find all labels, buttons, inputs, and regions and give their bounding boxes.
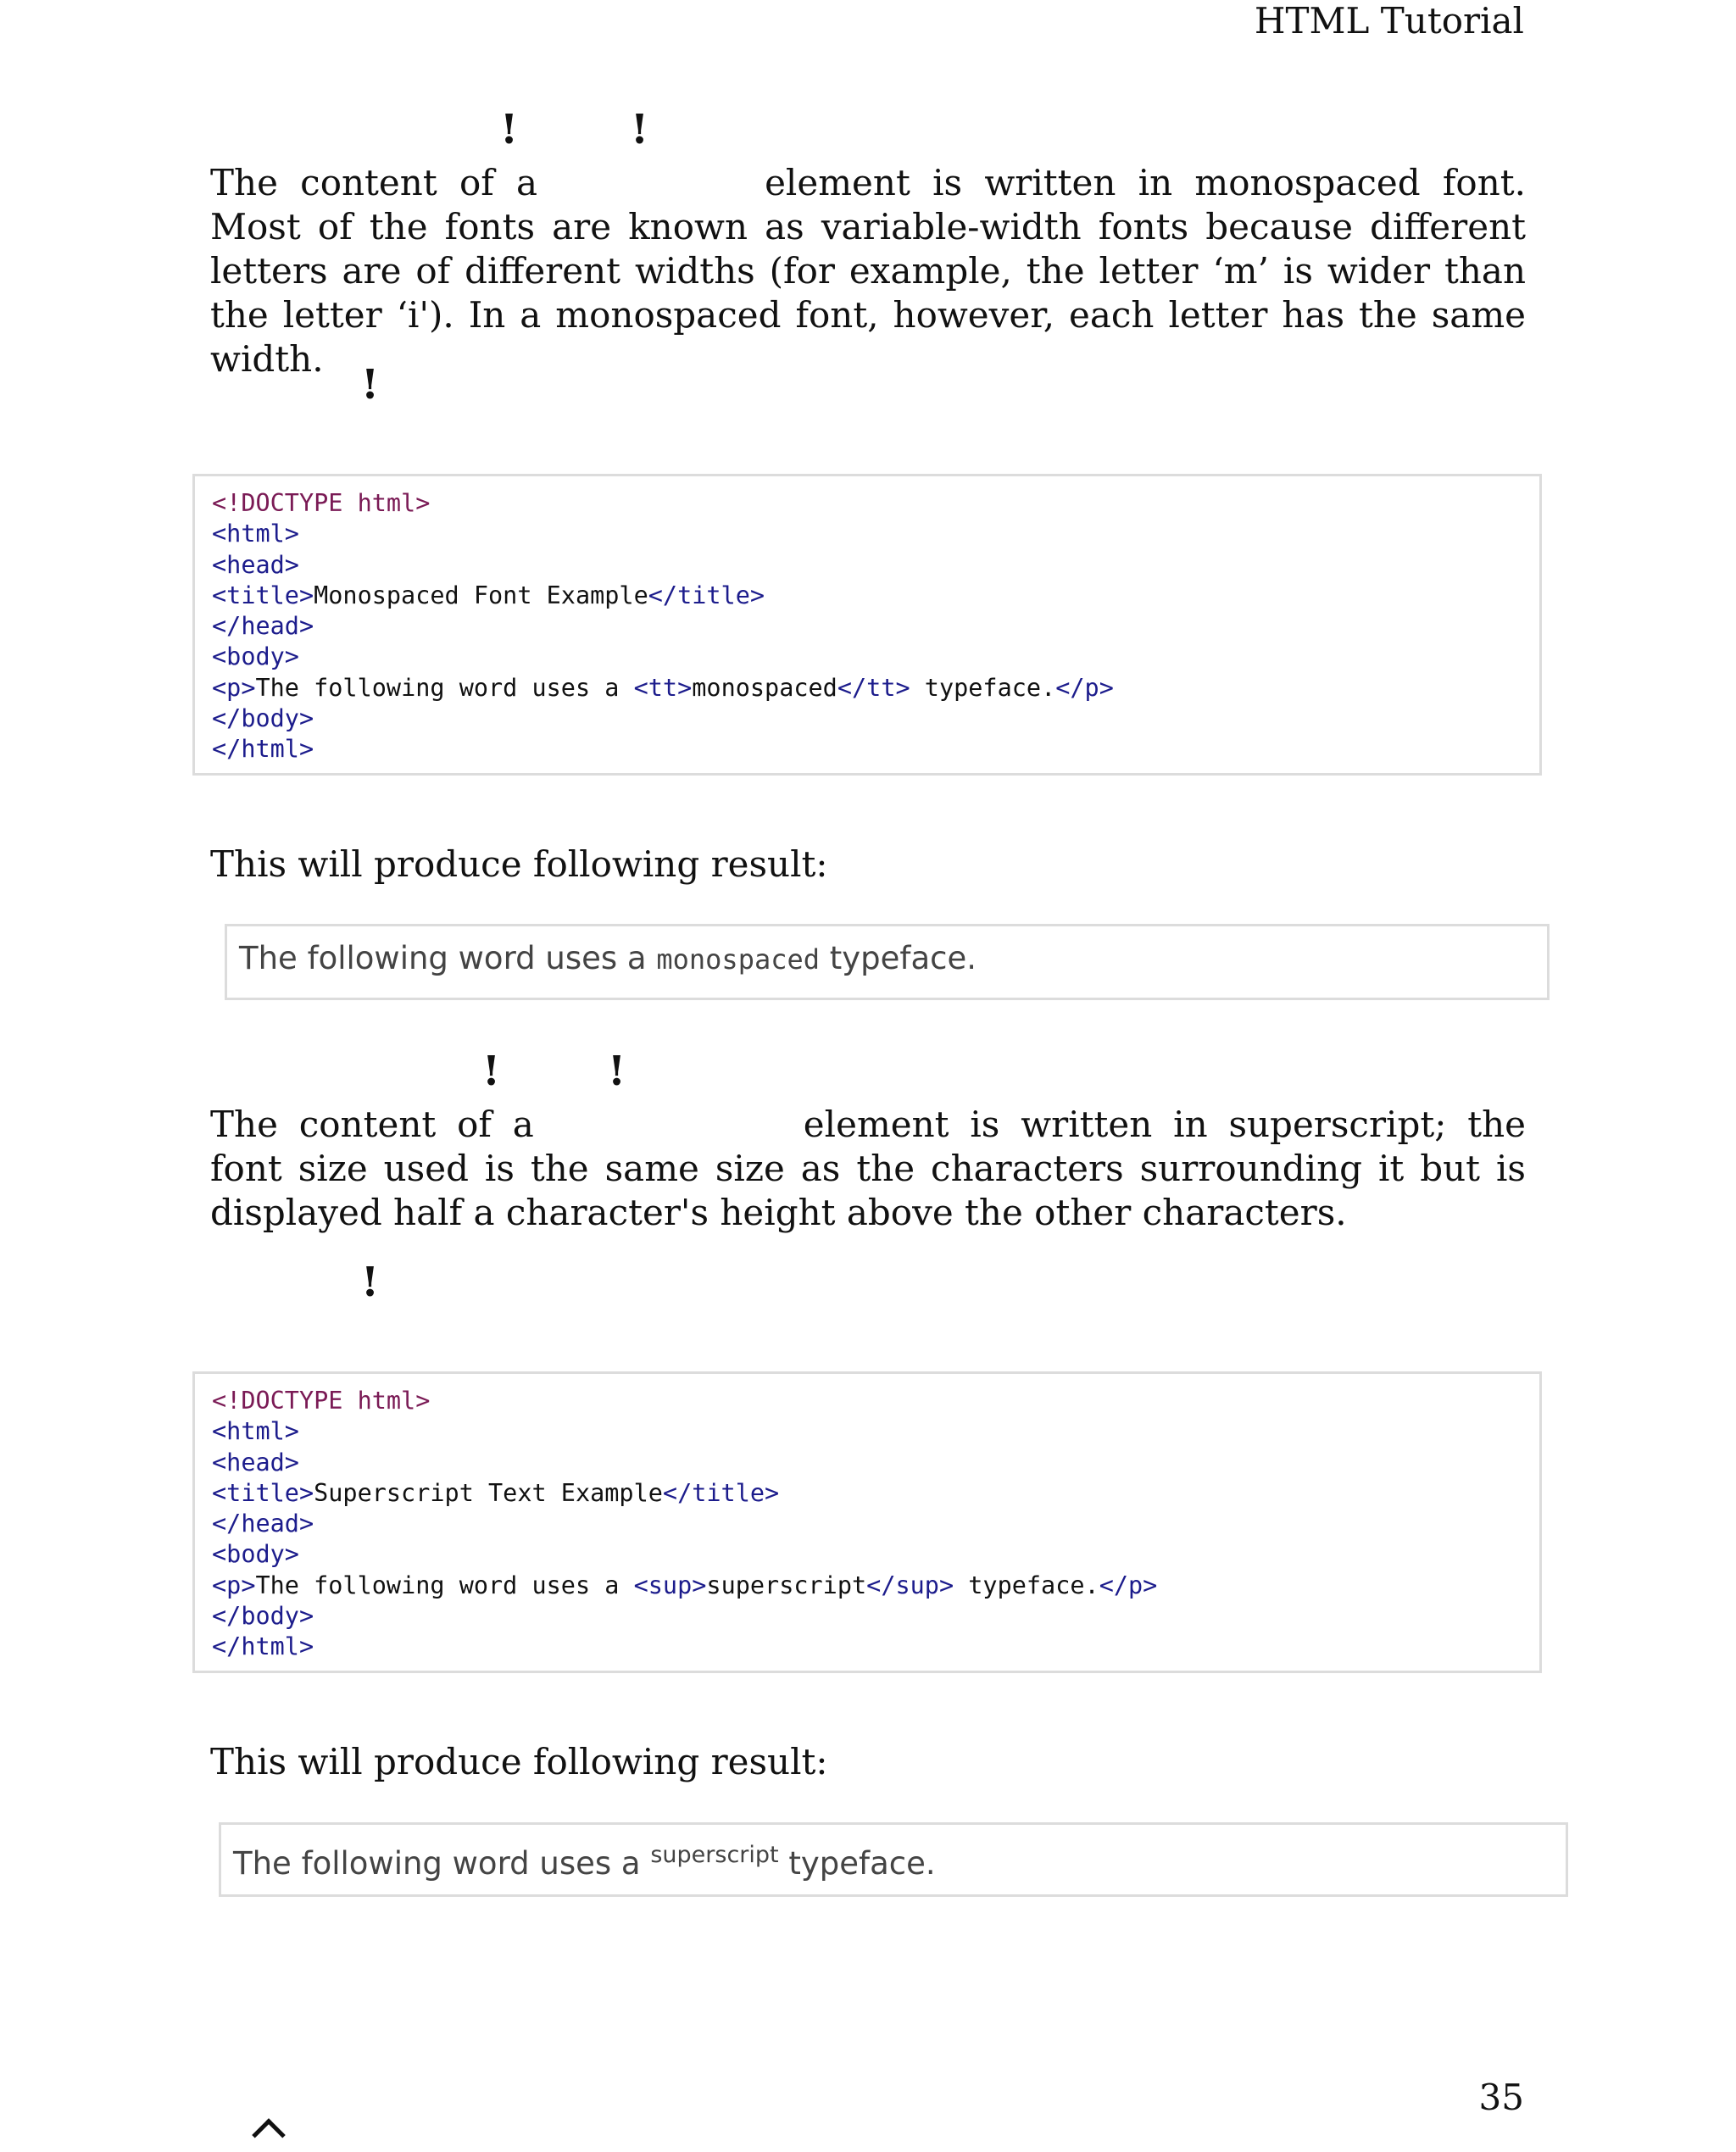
code-line: <title>Superscript Text Example</title> [212, 1478, 780, 1507]
heading-mark: ! [631, 106, 649, 153]
result-preview-box [219, 1822, 1568, 1897]
code-line: <p>The following word uses a <sup>superscript</sup> typeface.</p> [212, 1571, 1158, 1599]
code-line: </body> [212, 1602, 314, 1631]
paragraph-rest: element is written in superscript; the font size used is the same size as the characters surrounding it but is displayed half a character's height above the other characters. [210, 1104, 1526, 1233]
result-text: typeface. [778, 1845, 936, 1882]
code-line: </body> [212, 704, 314, 733]
running-header: HTML Tutorial [1254, 0, 1524, 42]
code-line: <body> [212, 1540, 299, 1569]
result-text: The following word uses a [239, 940, 657, 976]
example-mark: ! [361, 1259, 380, 1306]
result-label: This will produce following result: [210, 1741, 828, 1782]
code-line: <title>Monospaced Font Example</title> [212, 581, 765, 609]
code-line: <!DOCTYPE html> [212, 1387, 431, 1415]
code-line: </head> [212, 1510, 314, 1538]
paragraph-start: The content of a [210, 1104, 534, 1145]
chevron-up-icon [252, 2118, 286, 2152]
code-line: <!DOCTYPE html> [212, 489, 431, 517]
code-line: <html> [212, 520, 299, 548]
heading-mark: ! [482, 1048, 501, 1095]
code-line: <head> [212, 550, 299, 579]
heading-mark: ! [608, 1048, 626, 1095]
section-paragraph [210, 161, 1526, 381]
result-text: typeface. [820, 940, 976, 976]
paragraph-rest: element is written in monospaced font. Most of the fonts are known as variable-width fonts because different letters are of different widths (for example, the letter ‘m’ is wider than the letter ‘i'). In a monospaced font, however, each letter has the same width. [210, 162, 1526, 380]
code-line: </html> [212, 735, 314, 764]
section-paragraph [210, 1103, 1526, 1235]
page-number: 35 [1478, 2077, 1524, 2118]
code-line: <body> [212, 642, 299, 671]
code-line: <head> [212, 1448, 299, 1476]
example-mark: ! [361, 361, 380, 409]
code-example-box [192, 1371, 1542, 1673]
code-line: <p>The following word uses a <tt>monospaced</tt> typeface.</p> [212, 673, 1114, 702]
code-line: <html> [212, 1417, 299, 1446]
code-line: </html> [212, 1632, 314, 1661]
code-line: </head> [212, 612, 314, 641]
heading-mark: ! [500, 106, 519, 153]
result-preview-box [225, 924, 1550, 1000]
result-label: This will produce following result: [210, 843, 828, 885]
result-styled-word: superscript [650, 1842, 779, 1868]
code-example-box [192, 474, 1542, 776]
paragraph-start: The content of a [210, 162, 538, 203]
result-styled-word: monospaced [656, 943, 821, 976]
result-text: The following word uses a [233, 1845, 651, 1882]
